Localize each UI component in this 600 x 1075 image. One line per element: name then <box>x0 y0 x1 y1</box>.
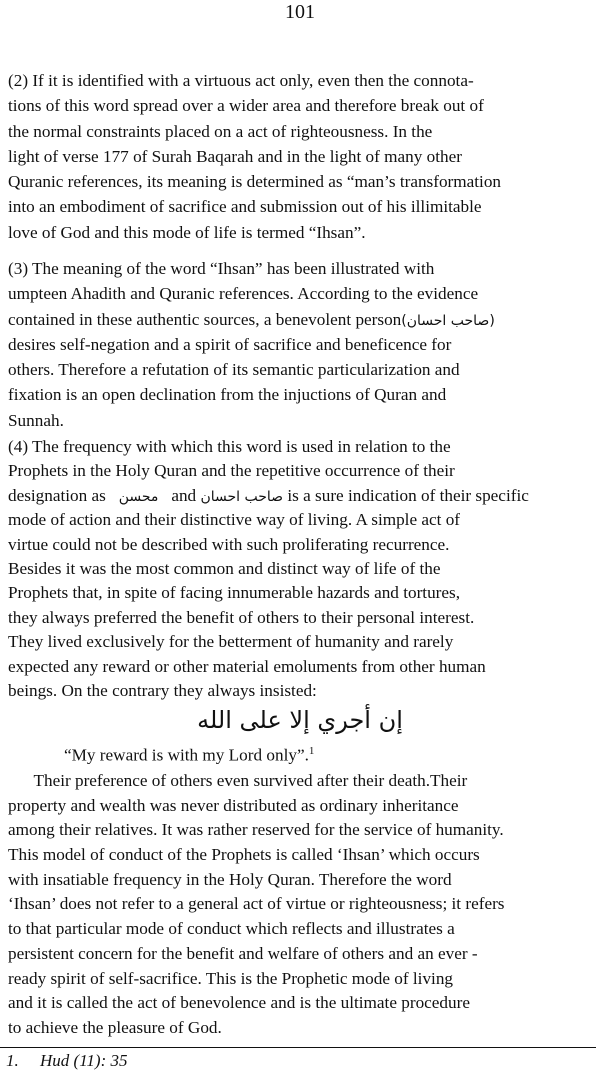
page-number: 101 <box>285 1 315 23</box>
text-segment: and <box>171 485 197 505</box>
arabic-word-muhsin: محسن <box>118 488 159 505</box>
footnote-text: Hud (11): 35 <box>40 1051 128 1070</box>
paragraph-3 <box>8 256 596 433</box>
text-line: Sunnah. <box>8 410 64 430</box>
text-line: fixation is an open declination from the injuctions of Quran and <box>8 385 447 405</box>
text-line: others. Therefore a refutation of its semantic particularization and <box>8 360 460 380</box>
text-line: ready spirit of self-sacrifice. This is the Prophetic mode of living <box>8 968 454 988</box>
text-line: (3) The meaning of the word “Ihsan” has been illustrated with <box>8 259 435 278</box>
text-line: This model of conduct of the Prophets is called ‘Ihsan’ which occurs <box>8 845 480 865</box>
footnote-number: 1. <box>6 1051 19 1070</box>
text-line-with-arabic <box>8 307 596 332</box>
text-line: property and wealth was never distributed as ordinary inheritance <box>8 795 459 815</box>
text-line: with insatiable frequency in the Holy Quran. Therefore the word <box>8 869 452 889</box>
text-line: the normal constraints placed on a act of righteousness. In the <box>8 121 433 141</box>
text-line: umpteen Ahadith and Quranic references. According to the evidence <box>8 284 479 304</box>
text-line: beings. On the contrary they always insisted: <box>8 680 317 700</box>
text-line: light of verse 177 of Surah Baqarah and in the light of many other <box>8 146 462 166</box>
text-line: to that particular mode of conduct which reflects and illustrates a <box>8 919 455 939</box>
text-line: (2) If it is identified with a virtuous act only, even then the connota- <box>8 71 474 90</box>
paragraph-2 <box>8 68 596 245</box>
paragraph-4 <box>8 434 596 702</box>
text-line: (4) The frequency with which this word is used in relation to the <box>8 437 451 456</box>
text-segment: is a sure indication of their specific <box>287 485 529 505</box>
text-line: love of God and this mode of life is termed “Ihsan”. <box>8 222 366 242</box>
text-line: into an embodiment of sacrifice and submission out of his illimitable <box>8 197 482 217</box>
text-line: Quranic references, its meaning is determined as “man’s transformation <box>8 172 502 192</box>
text-segment: designation as <box>8 485 106 505</box>
text-segment: contained in these authentic sources, a benevolent person <box>8 309 402 329</box>
text-line: Besides it was the most common and distinct way of life of the <box>8 558 441 578</box>
quote-translation <box>64 739 314 768</box>
text-line: persistent concern for the benefit and welfare of others and an ever - <box>8 943 478 963</box>
text-line: mode of action and their distinctive way of living. A simple act of <box>8 510 461 530</box>
text-line: virtue could not be described with such proliferating recurrence. <box>8 534 450 554</box>
text-line: expected any reward or other material emoluments from other human <box>8 656 486 676</box>
text-line: and it is called the act of benevolence and is the ultimate procedure <box>8 993 470 1013</box>
footnote-marker: 1 <box>308 745 315 757</box>
text-line: Prophets that, in spite of facing innumerable hazards and tortures, <box>8 583 460 603</box>
text-line: among their relatives. It was rather reserved for the service of humanity. <box>8 820 504 840</box>
arabic-quote: إن أجري إلا على الله <box>197 706 403 734</box>
arabic-term: (صاحب احسان) <box>401 312 495 329</box>
footnote <box>6 1050 128 1072</box>
text-line-with-arabic <box>8 483 596 507</box>
quote-text: “My reward is with my Lord only”. <box>64 745 309 765</box>
text-line: ‘Ihsan’ does not refer to a general act of virtue or righteousness; it refers <box>8 894 505 914</box>
text-line: to achieve the pleasure of God. <box>8 1017 222 1037</box>
text-line: Their preference of others even survived after their death.Their <box>8 771 468 790</box>
text-line: tions of this word spread over a wider area and therefore break out of <box>8 96 484 116</box>
text-line: they always preferred the benefit of others to their personal interest. <box>8 607 475 627</box>
text-line: desires self-negation and a spirit of sacrifice and beneficence for <box>8 334 452 354</box>
text-line: They lived exclusively for the betterment of humanity and rarely <box>8 632 454 652</box>
footnote-divider <box>0 1047 596 1048</box>
text-line: Prophets in the Holy Quran and the repetitive occurrence of their <box>8 461 455 481</box>
paragraph-5 <box>8 768 596 1040</box>
arabic-word-sahib-ihsan: صاحب احسان <box>200 488 284 505</box>
